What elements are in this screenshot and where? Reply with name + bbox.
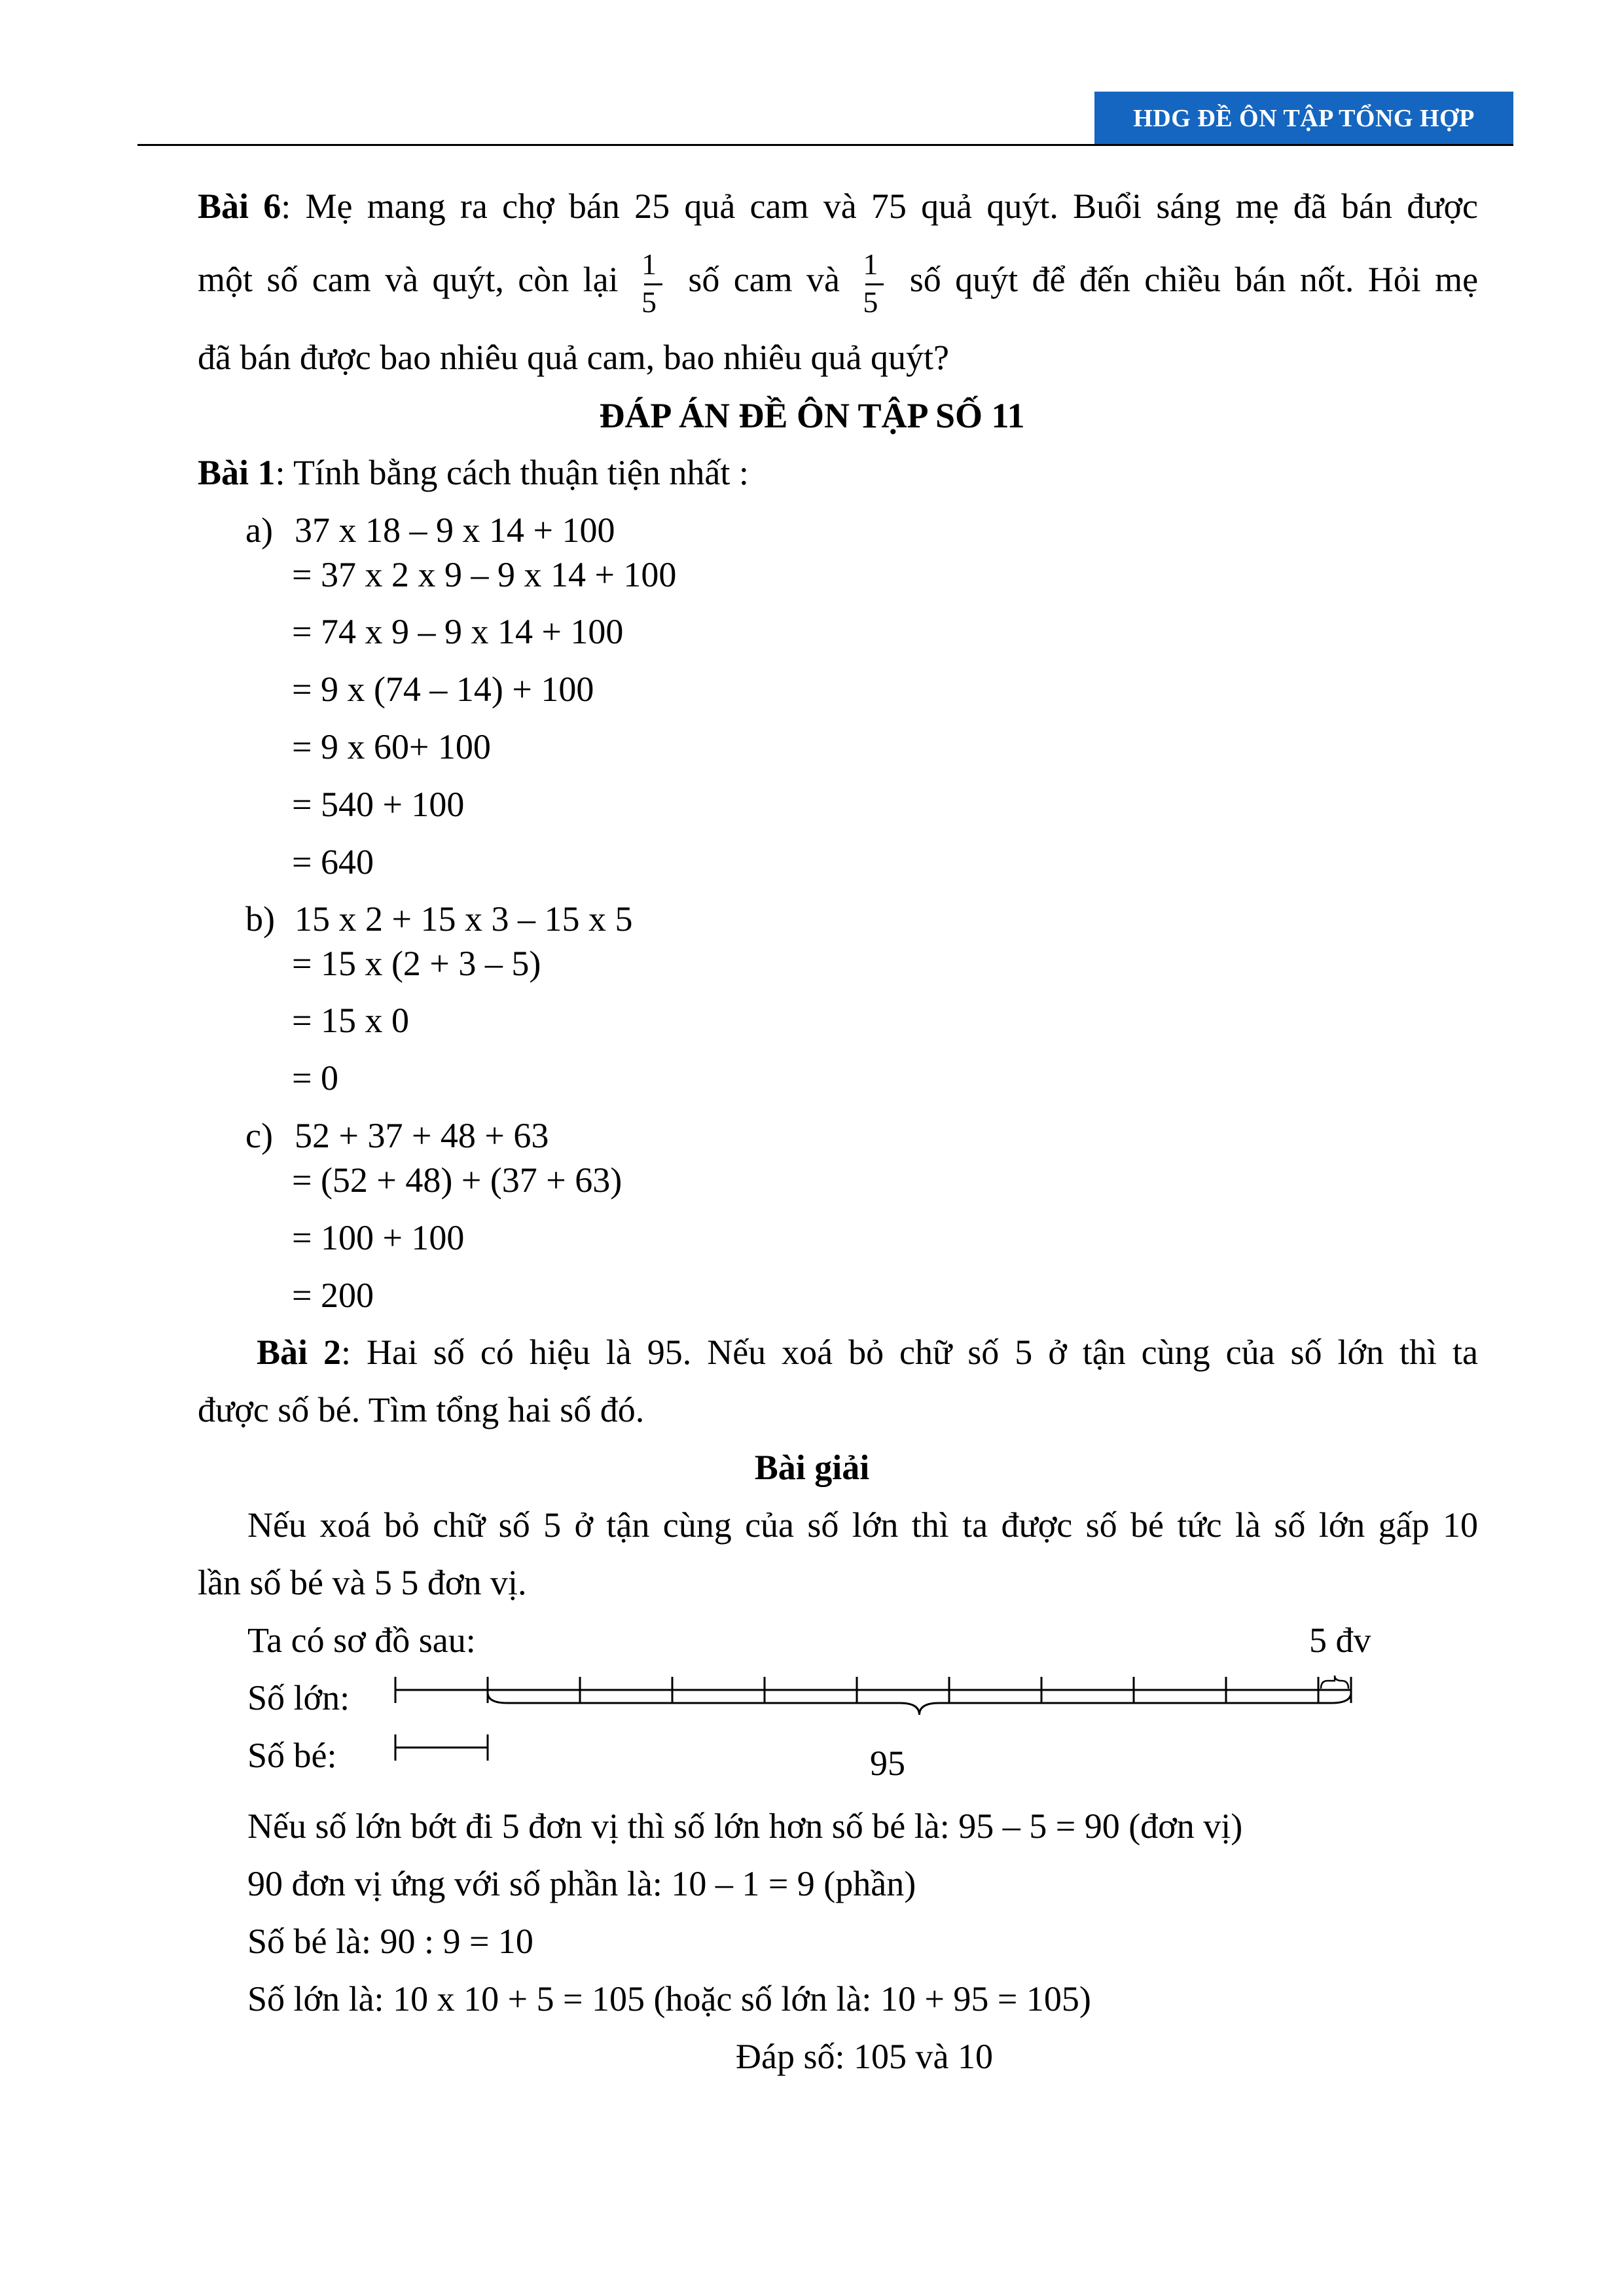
part-c-line: = (52 + 48) + (37 + 63): [292, 1160, 623, 1200]
small-number-label: Số bé:: [247, 1736, 337, 1775]
part-a-line: = 37 x 2 x 9 – 9 x 14 + 100: [292, 555, 677, 594]
bai6-line3: đã bán được bao nhiêu quả cam, bao nhiêu quả quýt?: [198, 338, 949, 377]
extra-units-label: 5 đv: [1309, 1621, 1371, 1660]
segment-diagram: [386, 1662, 1394, 1793]
part-b-line: = 15 x (2 + 3 – 5): [292, 944, 541, 983]
part-a-line: = 9 x (74 – 14) + 100: [292, 670, 594, 709]
solution-line2: lần số bé và 5 5 đơn vị.: [198, 1563, 527, 1602]
step-line: 90 đơn vị ứng với số phần là: 10 – 1 = 9 (phần): [247, 1864, 916, 1903]
solution-line1: Nếu xoá bỏ chữ số 5 ở tận cùng của số lớn thì ta được số bé tức là số lớn gấp 10: [247, 1505, 1478, 1545]
bai2-line1: [257, 1331, 1478, 1373]
fraction-numerator: 1: [641, 247, 657, 281]
part-b-line: = 15 x 0: [292, 1001, 409, 1040]
header-rule: [137, 144, 1513, 146]
fraction-denominator: 5: [863, 285, 878, 319]
extra-units-brace: [1321, 1676, 1348, 1689]
part-a-line: = 74 x 9 – 9 x 14 + 100: [292, 612, 624, 651]
part-b-marker: b): [245, 899, 275, 939]
final-answer: Đáp số: 105 và 10: [736, 2037, 993, 2076]
bai6-line2-b: số cam và: [688, 260, 840, 299]
fraction-one-fifth: [863, 247, 886, 319]
part-a-line: = 9 x 60+ 100: [292, 727, 491, 766]
difference-label: 95: [870, 1744, 905, 1783]
part-b-line: = 0: [292, 1058, 338, 1098]
fraction-denominator: 5: [641, 285, 657, 319]
part-a-line: 37 x 18 – 9 x 14 + 100: [295, 511, 615, 550]
bai6-line2-a: một số cam và quýt, còn lại: [198, 260, 619, 299]
step-line: Số lớn là: 10 x 10 + 5 = 105 (hoặc số lớn là: 10 + 95 = 105): [247, 1979, 1091, 2018]
bai6-line1: [198, 185, 1478, 227]
part-c-line: 52 + 37 + 48 + 63: [295, 1116, 549, 1155]
bai1-prompt: : Tính bằng cách thuận tiện nhất :: [275, 453, 749, 492]
fraction-numerator: 1: [863, 247, 878, 281]
bai2-line1-text: : Hai số có hiệu là 95. Nếu xoá bỏ chữ số 5 ở tận cùng của số lớn thì ta: [341, 1333, 1478, 1372]
bai2-label: Bài 2: [257, 1333, 341, 1372]
part-a-line: = 640: [292, 842, 374, 882]
step-line: Số bé là: 90 : 9 = 10: [247, 1922, 533, 1961]
part-c-marker: c): [245, 1116, 273, 1155]
solution-title: Bài giải: [754, 1448, 870, 1487]
diagram-intro: Ta có sơ đồ sau:: [247, 1621, 476, 1660]
part-b-line: 15 x 2 + 15 x 3 – 15 x 5: [295, 899, 633, 939]
big-number-label: Số lớn:: [247, 1678, 350, 1717]
bai6-line2-c: số quýt để đến chiều bán nốt. Hỏi mẹ: [909, 260, 1479, 299]
bai1-label: Bài 1: [198, 453, 276, 492]
bai6-line1-text: : Mẹ mang ra chợ bán 25 quả cam và 75 quả quýt. Buổi sáng mẹ đã bán được: [281, 187, 1478, 226]
part-a-line: = 540 + 100: [292, 785, 465, 824]
answer-title: ĐÁP ÁN ĐỀ ÔN TẬP SỐ 11: [599, 396, 1025, 435]
part-c-line: = 200: [292, 1276, 374, 1315]
difference-brace: [488, 1693, 1351, 1715]
part-a-marker: a): [245, 511, 273, 550]
step-line: Nếu số lớn bớt đi 5 đơn vị thì số lớn hơn số bé là: 95 – 5 = 90 (đơn vị): [247, 1806, 1243, 1846]
bai2-line2: được số bé. Tìm tổng hai số đó.: [198, 1390, 645, 1429]
part-c-line: = 100 + 100: [292, 1218, 465, 1257]
fraction-one-fifth: [641, 247, 665, 319]
header-badge: HDG ĐỀ ÔN TẬP TỔNG HỢP: [1094, 92, 1513, 145]
bai1-heading: [198, 452, 749, 493]
bai6-line2: [198, 243, 1479, 319]
bai6-label: Bài 6: [198, 187, 281, 226]
